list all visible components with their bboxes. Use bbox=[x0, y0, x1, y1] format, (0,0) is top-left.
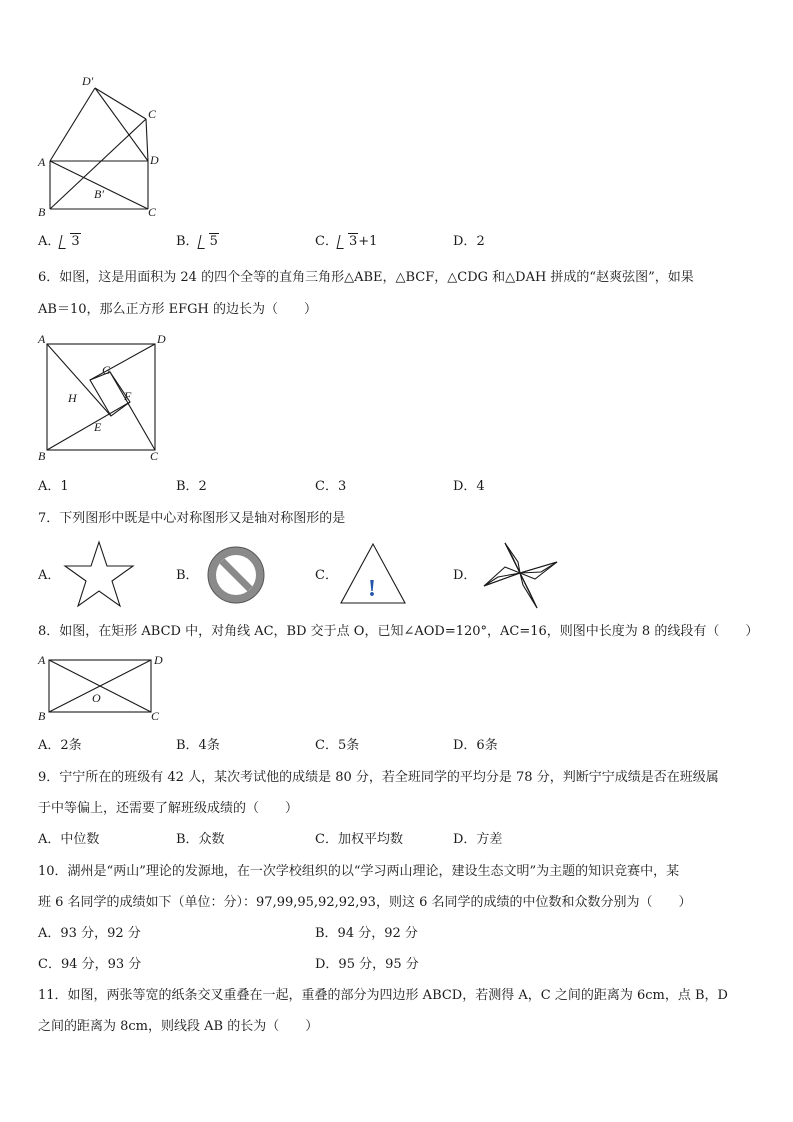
q6-label-c: C bbox=[150, 449, 159, 463]
q8-label-d: D bbox=[154, 653, 163, 667]
q6-label-g: G bbox=[102, 363, 111, 377]
q10-option-d[interactable]: D．95 分，95 分 bbox=[315, 957, 419, 972]
q11-stem-line1: 11．如图，两张等宽的纸条交叉重叠在一起，重叠的部分为四边形 ABCD，若测得 A，C 之间的距离为 6cm，点 B，D bbox=[38, 988, 728, 1003]
q5-label-c-top: C bbox=[148, 107, 157, 121]
q8-option-d[interactable]: D．6条 bbox=[453, 738, 498, 753]
q6-label-a: A bbox=[38, 332, 46, 346]
q8-label-o: O bbox=[92, 691, 101, 705]
q6-option-d[interactable]: D．4 bbox=[453, 479, 485, 494]
q5-label-d: D bbox=[150, 153, 159, 167]
q7-option-b[interactable]: B． bbox=[176, 568, 199, 583]
q5-option-b[interactable]: B． 5 bbox=[176, 234, 218, 249]
warning-exclamation: ! bbox=[368, 576, 376, 602]
q7-option-a[interactable]: A． bbox=[38, 568, 61, 583]
q9-option-d[interactable]: D．方差 bbox=[453, 832, 503, 847]
q5-label-a: A bbox=[38, 155, 46, 169]
q10-option-a[interactable]: A．93 分，92 分 bbox=[38, 926, 141, 941]
q5-label-b: B bbox=[38, 205, 46, 219]
q5-option-c[interactable]: C． 3+1 bbox=[315, 234, 378, 249]
q6-label-e: E bbox=[94, 420, 102, 434]
q5-option-d[interactable]: D．2 bbox=[453, 234, 485, 249]
q6-label-d: D bbox=[157, 332, 166, 346]
q9-option-b[interactable]: B．众数 bbox=[176, 832, 225, 847]
q11-stem-line2: 之间的距离为 8cm，则线段 AB 的长为（ ） bbox=[38, 1019, 319, 1034]
q8-option-a[interactable]: A．2条 bbox=[38, 738, 82, 753]
q6-label-f: F bbox=[124, 389, 132, 403]
q7-option-c[interactable]: C． bbox=[315, 568, 338, 583]
q9-stem-line1: 9．宁宁所在的班级有 42 人，某次考试他的成绩是 80 分，若全班同学的平均分是 78 分，判断宁宁成绩是否在班级属 bbox=[38, 770, 719, 785]
q6-option-a[interactable]: A．1 bbox=[38, 479, 69, 494]
q10-stem-line1: 10．湖州是“两山”理论的发源地，在一次学校组织的以“学习两山理论，建设生态文明”为主题的知识竞赛中，某 bbox=[38, 864, 680, 879]
q6-label-h: H bbox=[68, 391, 77, 405]
q8-option-c[interactable]: C．5条 bbox=[315, 738, 360, 753]
q7-stem: 7．下列图形中既是中心对称图形又是轴对称图形的是 bbox=[38, 511, 346, 526]
q9-option-c[interactable]: C．加权平均数 bbox=[315, 832, 403, 847]
q5-label-dprime: D′ bbox=[82, 74, 94, 88]
q6-stem-line1: 6．如图，这是用面积为 24 的四个全等的直角三角形△ABE，△BCF，△CDG 和△DAH 拼成的“赵爽弦图”，如果 bbox=[38, 270, 694, 285]
q8-label-b: B bbox=[38, 709, 46, 723]
q8-label-c: C bbox=[151, 709, 160, 723]
q5-label-c-bottom: C bbox=[148, 205, 157, 219]
q7-option-d[interactable]: D． bbox=[453, 568, 477, 583]
q9-option-a[interactable]: A．中位数 bbox=[38, 832, 100, 847]
q6-stem-line2: AB＝10，那么正方形 EFGH 的边长为（ ） bbox=[38, 302, 317, 317]
q5-label-bprime: B′ bbox=[94, 187, 104, 201]
q10-stem-line2: 班 6 名同学的成绩如下（单位：分）：97,99,95,92,92,93，则这 6 名同学的成绩的中位数和众数分别为（ ） bbox=[38, 895, 692, 910]
q8-stem: 8．如图，在矩形 ABCD 中，对角线 AC，BD 交于点 O，已知∠AOD=120°，AC=16，则图中长度为 8 的线段有（ ） bbox=[38, 624, 759, 639]
q6-option-b[interactable]: B．2 bbox=[176, 479, 207, 494]
q8-option-b[interactable]: B．4条 bbox=[176, 738, 220, 753]
q6-option-c[interactable]: C．3 bbox=[315, 479, 347, 494]
q10-option-c[interactable]: C．94 分，93 分 bbox=[38, 957, 142, 972]
q5-option-a[interactable]: A． 3 bbox=[38, 234, 80, 249]
q9-stem-line2: 于中等偏上，还需要了解班级成绩的（ ） bbox=[38, 801, 299, 816]
q10-option-b[interactable]: B．94 分，92 分 bbox=[315, 926, 418, 941]
q8-label-a: A bbox=[38, 653, 46, 667]
q6-label-b: B bbox=[38, 449, 46, 463]
